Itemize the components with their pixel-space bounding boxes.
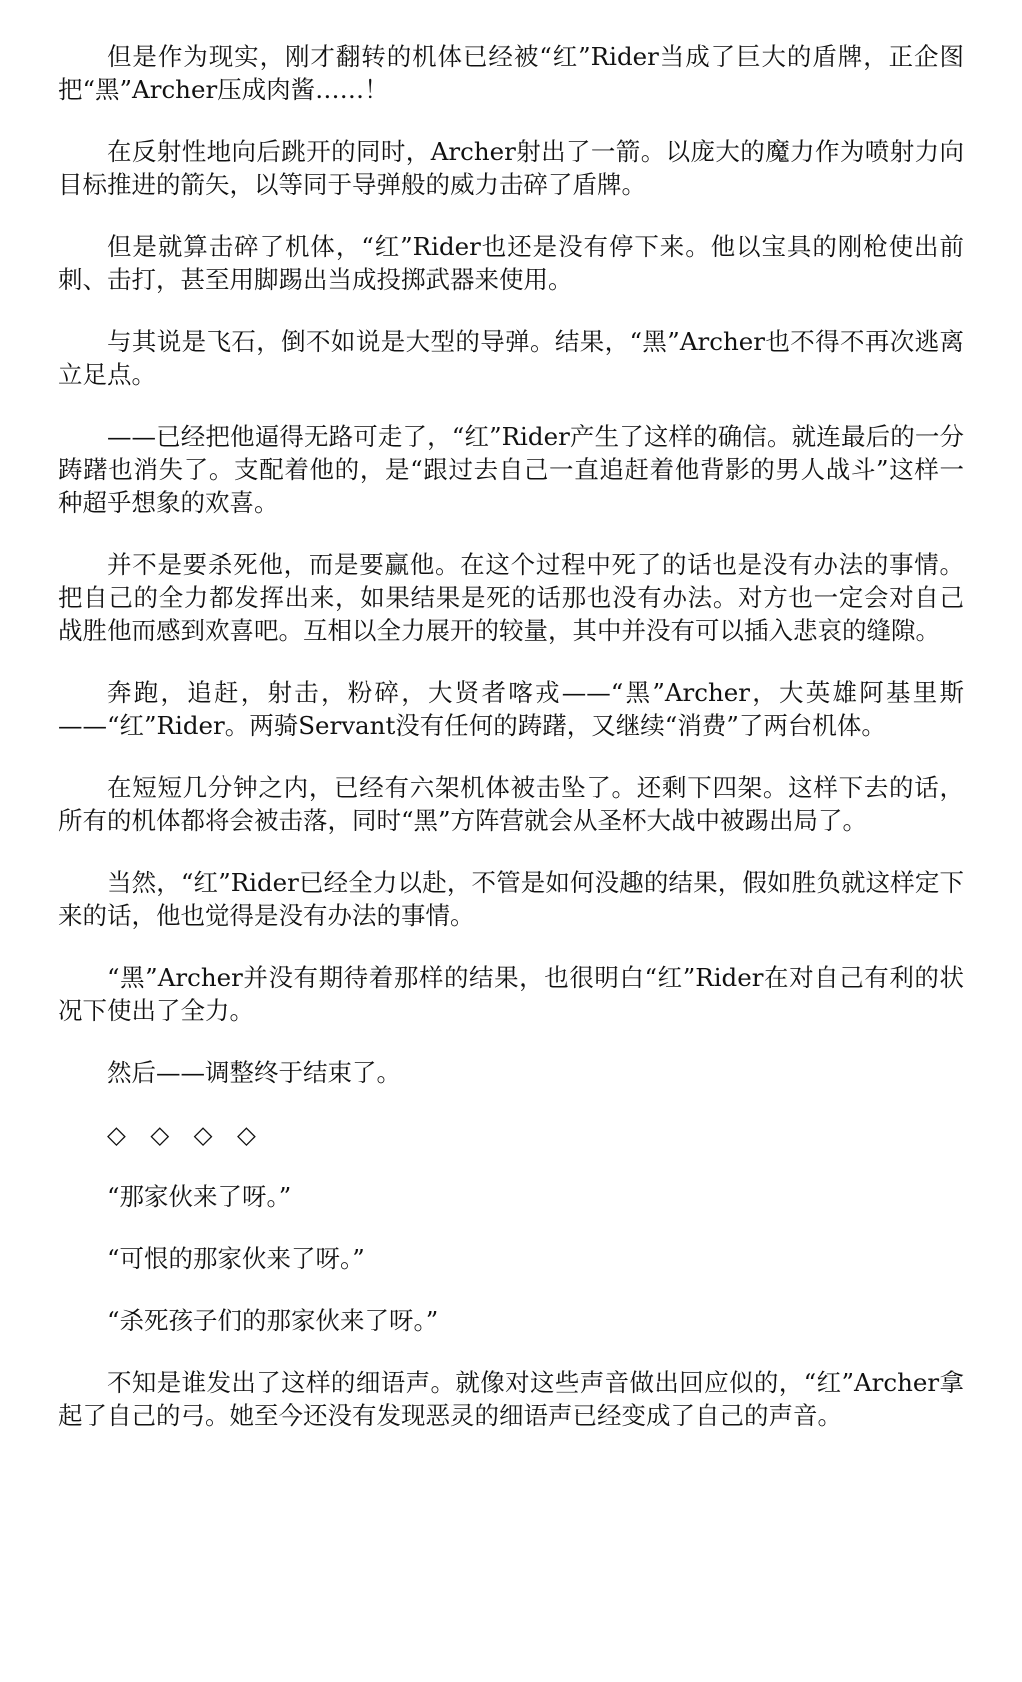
paragraph-11: 然后——调整终于结束了。: [107, 1058, 401, 1087]
paragraph-3: 但是就算击碎了机体，“红”Rider也还是没有停下来。他以宝具的刚枪使出前刺、击打，甚至用脚踢出当成投掷武器来使用。: [58, 232, 964, 294]
paragraph-7: 奔跑，追赶，射击，粉碎，大贤者喀戎——“黑”Archer，大英雄阿基里斯——“红”Rider。两骑Servant没有任何的踌躇，又继续“消费”了两台机体。: [58, 678, 964, 740]
page-text-body: [58, 40, 964, 1461]
paragraph-2: 在反射性地向后跳开的同时，Archer射出了一箭。以庞大的魔力作为喷射力向目标推进的箭矢，以等同于导弹般的威力击碎了盾牌。: [58, 137, 964, 199]
paragraph-1: 但是作为现实，刚才翻转的机体已经被“红”Rider当成了巨大的盾牌，正企图把“黑”Archer压成肉酱……！: [58, 42, 964, 104]
dialogue-line-3: “杀死孩子们的那家伙来了呀。”: [107, 1306, 439, 1335]
section-divider: ◇ ◇ ◇ ◇: [107, 1120, 256, 1149]
paragraph-5: ——已经把他逼得无路可走了，“红”Rider产生了这样的确信。就连最后的一分踌躇也消失了。支配着他的，是“跟过去自己一直追赶着他背影的男人战斗”这样一种超乎想象的欢喜。: [58, 422, 964, 517]
paragraph-9: 当然，“红”Rider已经全力以赴，不管是如何没趣的结果，假如胜负就这样定下来的话，他也觉得是没有办法的事情。: [58, 868, 964, 930]
paragraph-10: “黑”Archer并没有期待着那样的结果，也很明白“红”Rider在对自己有利的状况下使出了全力。: [58, 963, 964, 1025]
paragraph-6: 并不是要杀死他，而是要赢他。在这个过程中死了的话也是没有办法的事情。把自己的全力都发挥出来，如果结果是死的话那也没有办法。对方也一定会对自己战胜他而感到欢喜吧。互相以全力展开的较量，其中并没有可以插入悲哀的缝隙。: [58, 550, 964, 645]
dialogue-line-2: “可恨的那家伙来了呀。”: [107, 1244, 365, 1273]
paragraph-4: 与其说是飞石，倒不如说是大型的导弹。结果，“黑”Archer也不得不再次逃离立足点。: [58, 327, 964, 389]
paragraph-8: 在短短几分钟之内，已经有六架机体被击坠了。还剩下四架。这样下去的话，所有的机体都将会被击落，同时“黑”方阵营就会从圣杯大战中被踢出局了。: [58, 773, 964, 835]
paragraph-12: 不知是谁发出了这样的细语声。就像对这些声音做出回应似的，“红”Archer拿起了自己的弓。她至今还没有发现恶灵的细语声已经变成了自己的声音。: [58, 1368, 964, 1430]
dialogue-line-1: “那家伙来了呀。”: [107, 1182, 292, 1211]
